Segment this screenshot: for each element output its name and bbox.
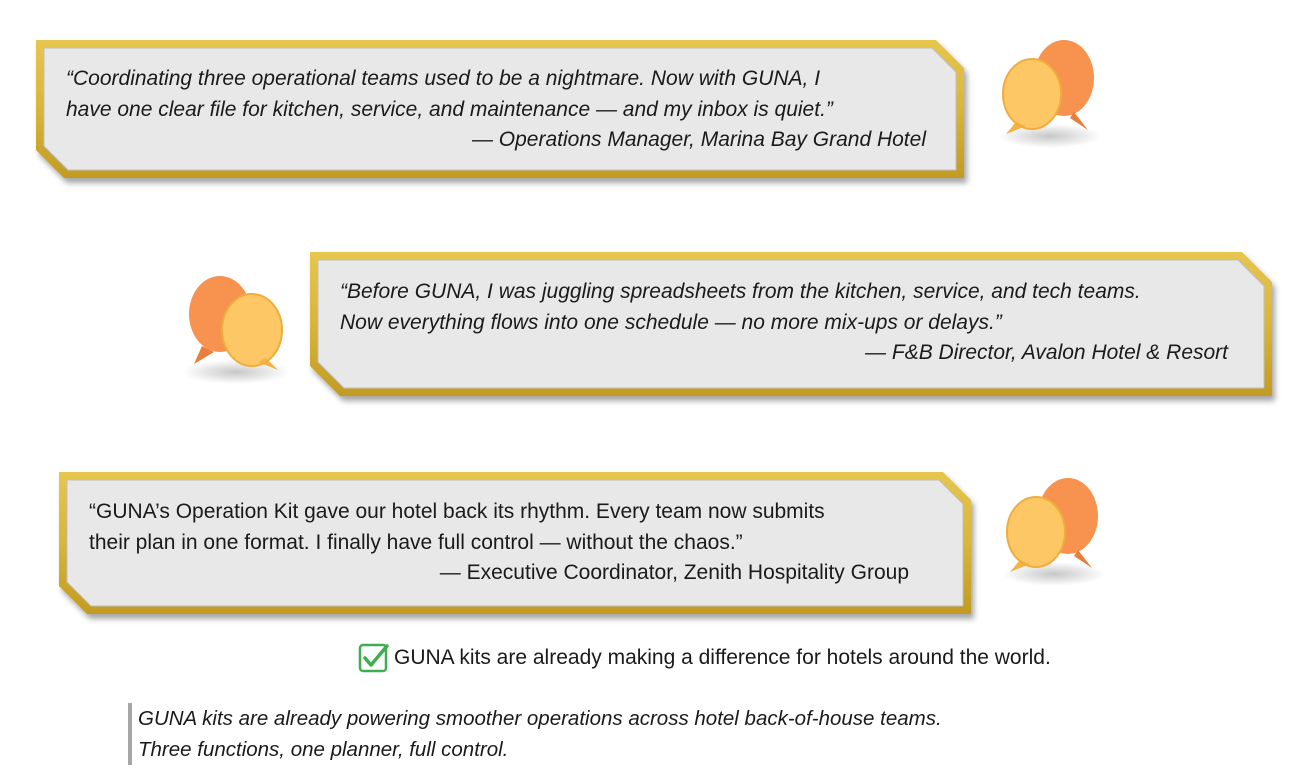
closing-line: Three functions, one planner, full control. (138, 738, 509, 761)
chat-bubbles-icon (992, 32, 1117, 150)
quote-author: — F&B Director, Avalon Hotel & Resort (865, 341, 1228, 364)
testimonial-quote (340, 277, 1228, 369)
quote-line: “GUNA’s Operation Kit gave our hotel back its rhythm. Every team now submits (89, 500, 825, 523)
closing-line: GUNA kits are already powering smoother operations across hotel back-of-house teams. (138, 707, 942, 730)
check-statement (358, 641, 1051, 675)
chat-bubbles-icon (996, 470, 1121, 588)
chat-bubbles-icon (172, 266, 297, 386)
checkbox-check-icon (358, 642, 390, 674)
testimonial-card-2 (310, 252, 1276, 398)
quote-line: have one clear file for kitchen, service, and maintenance — and my inbox is quiet.” (66, 97, 833, 121)
quote-line: their plan in one format. I finally have full control — without the chaos.” (89, 530, 743, 554)
testimonial-card-1 (36, 40, 966, 180)
testimonial-card-3 (59, 472, 975, 616)
quote-line: “Before GUNA, I was juggling spreadsheets from the kitchen, service, and tech teams. (340, 280, 1141, 303)
check-statement-text: GUNA kits are already making a difference for hotels around the world. (394, 646, 1051, 669)
testimonial-quote (66, 64, 926, 156)
quote-line: Now everything flows into one schedule — no more mix-ups or delays.” (340, 310, 1002, 334)
testimonial-quote (89, 497, 909, 589)
quote-author: — Executive Coordinator, Zenith Hospitality Group (439, 561, 909, 584)
quote-line: “Coordinating three operational teams used to be a nightmare. Now with GUNA, I (66, 67, 821, 90)
quote-author: — Operations Manager, Marina Bay Grand Hotel (471, 128, 926, 151)
closing-quote-block (128, 703, 1078, 765)
